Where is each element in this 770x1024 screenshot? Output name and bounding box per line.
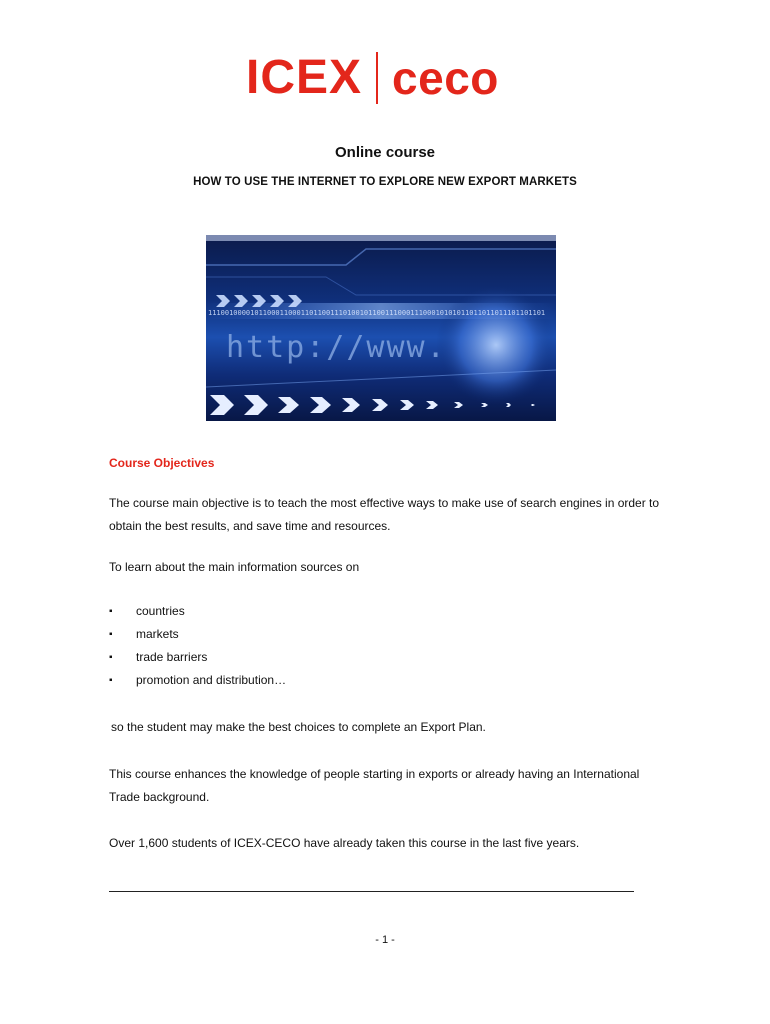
- students-paragraph: Over 1,600 students of ICEX-CECO have already taken this course in the last five years.: [109, 836, 580, 850]
- logo-separator: [376, 52, 378, 104]
- list-item: ▪ promotion and distribution…: [109, 669, 286, 692]
- section-heading: Course Objectives: [109, 456, 215, 470]
- bullet-icon: ▪: [109, 652, 113, 663]
- page-title: Online course: [334, 144, 436, 161]
- banner-graphic: [206, 235, 556, 421]
- sources-intro-paragraph: To learn about the main information sources on: [109, 560, 360, 574]
- export-plan-paragraph: so the student may make the best choices to complete an Export Plan.: [111, 720, 486, 734]
- sources-list: [109, 600, 286, 692]
- bullet-icon: ▪: [109, 606, 113, 617]
- icex-ceco-logo: [246, 52, 499, 104]
- bullet-icon: ▪: [109, 629, 113, 640]
- bullet-icon: ▪: [109, 675, 113, 686]
- page-number: - 1 -: [375, 934, 395, 946]
- logo-icex-text: ICEX: [246, 51, 363, 104]
- page-subtitle: HOW TO USE THE INTERNET TO EXPLORE NEW EXPORT MARKETS: [193, 176, 577, 188]
- logo-ceco-text: ceco: [392, 52, 499, 104]
- list-item: ▪ countries: [109, 600, 286, 623]
- footer-divider: [109, 891, 634, 892]
- list-item: ▪ markets: [109, 623, 286, 646]
- audience-paragraph: This course enhances the knowledge of people starting in exports or already having an International Trade background.: [109, 767, 640, 804]
- banner-binary-text: 11100100001011000110001101100111010010110011100011100010101011011011011101101101: [208, 309, 546, 317]
- internet-banner-image: [206, 235, 556, 421]
- banner-url-text: http://www.: [226, 330, 447, 365]
- list-item: ▪ trade barriers: [109, 646, 286, 669]
- objective-paragraph: The course main objective is to teach the most effective ways to make use of search engines in order to obtain the best results, and save time and resources.: [109, 496, 660, 533]
